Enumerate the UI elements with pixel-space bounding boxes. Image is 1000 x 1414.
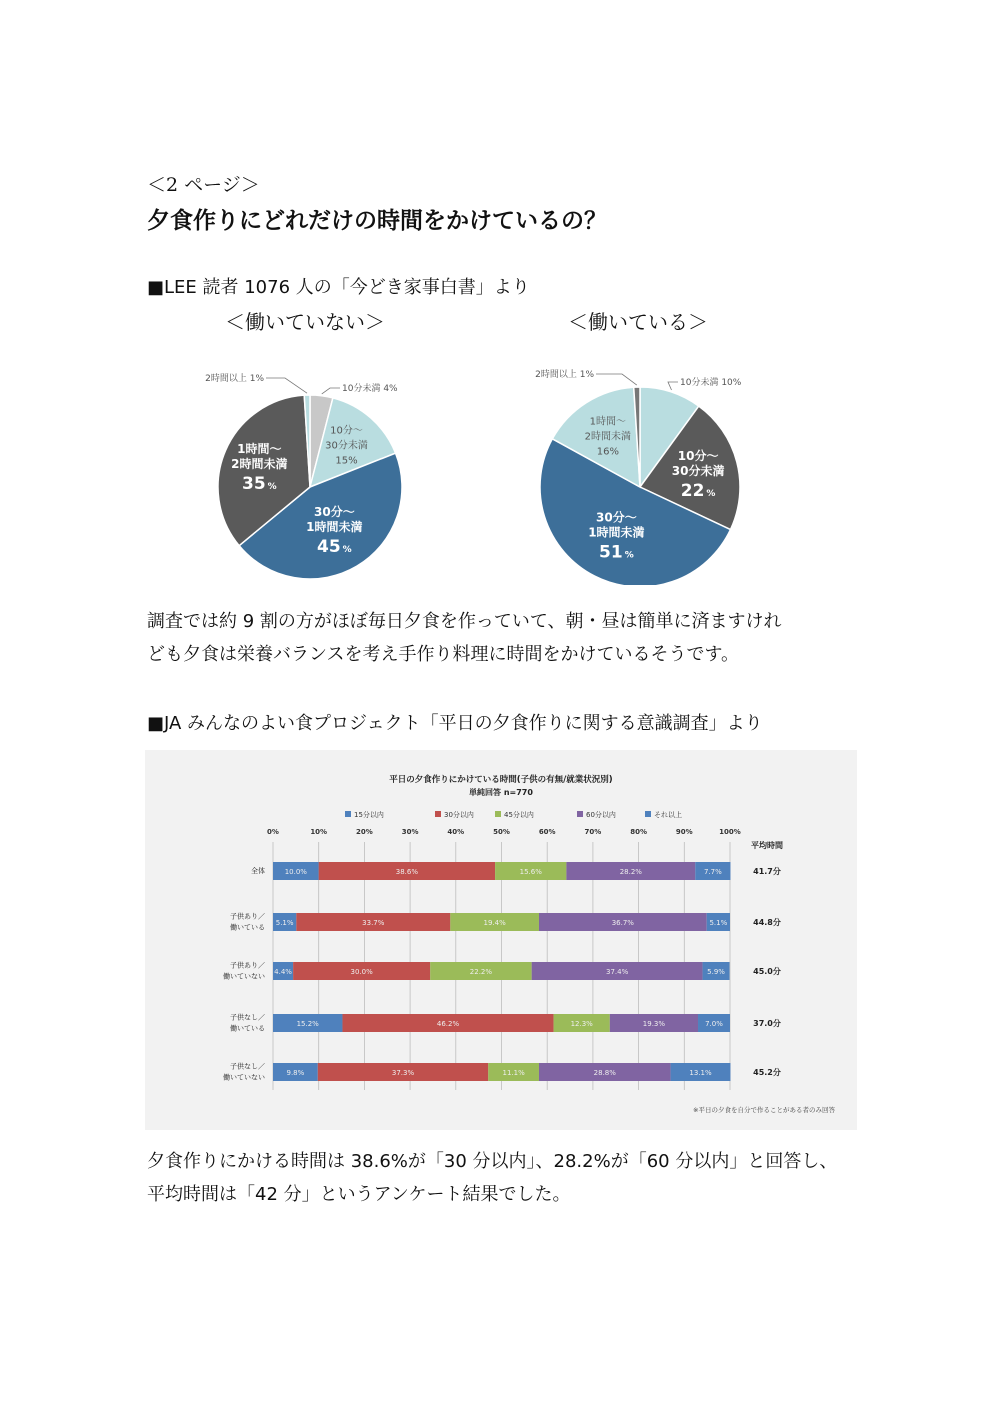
pie2-slice-1-label-0: 10分〜 [677, 449, 719, 464]
pie1-leader-4 [266, 378, 307, 393]
x-tick-8: 80% [630, 828, 647, 836]
bar-chart-title: 平日の夕食作りにかけている時間(子供の有無/就業状況別) [389, 775, 613, 785]
bar-row-2-seg-4-label: 5.9% [707, 968, 725, 976]
pie-chart-not-working [180, 360, 440, 585]
pie2-slice-3-label-0: 1時間〜 [589, 416, 627, 428]
paragraph-1-line-2: ども夕食は栄養バランスを考え手作り料理に時間をかけているそうです。 [147, 644, 740, 665]
bar-chart-subtitle: 単純回答 n=770 [469, 788, 533, 797]
legend-swatch-4 [645, 811, 651, 817]
pie1-slice-4-outside-label: 2時間以上 1% [205, 374, 264, 384]
x-tick-7: 70% [584, 828, 602, 836]
legend-label-0: 15分以内 [354, 811, 384, 819]
bar-row-4-avg: 45.2分 [753, 1068, 781, 1077]
x-tick-1: 10% [310, 828, 328, 836]
bar-row-3-seg-0-label: 15.2% [296, 1020, 319, 1028]
legend-label-2: 45分以内 [504, 811, 534, 819]
bar-row-4-seg-3-label: 28.8% [593, 1069, 616, 1077]
bar-row-3-seg-2-label: 12.3% [570, 1020, 593, 1028]
bar-row-2-seg-1-label: 30.0% [350, 968, 373, 976]
legend-label-1: 30分以内 [444, 811, 474, 819]
bar-row-1-seg-4-label: 5.1% [709, 919, 728, 927]
x-tick-6: 60% [538, 828, 556, 836]
pie1-slice-2-value: 45 % [317, 537, 352, 558]
x-tick-9: 90% [675, 828, 693, 836]
bar-row-2-seg-3-label: 37.4% [605, 968, 629, 976]
paragraph-2-line-2: 平均時間は「42 分」というアンケート結果でした。 [147, 1184, 571, 1205]
x-tick-0: 0% [267, 828, 279, 836]
pie2-slice-1-value: 22 % [680, 481, 716, 502]
legend-label-3: 60分以内 [586, 811, 616, 819]
bar-row-1-avg: 44.8分 [753, 918, 781, 927]
bar-row-2-category-1: 働いていない [223, 972, 265, 981]
x-tick-3: 30% [401, 828, 419, 836]
x-tick-4: 40% [447, 828, 465, 836]
bar-row-1-seg-3-label: 36.7% [611, 919, 634, 927]
bar-chart-panel [145, 750, 857, 1130]
bar-row-4-seg-2-label: 11.1% [502, 1069, 525, 1077]
bar-row-3-seg-4-label: 7.0% [705, 1020, 723, 1028]
bar-row-0-seg-0-label: 10.0% [284, 868, 307, 876]
pie1-slice-3-label-1: 2時間未満 [231, 457, 288, 472]
bar-row-3-category-0: 子供なし／ [230, 1013, 265, 1022]
x-tick-10: 100% [719, 828, 741, 836]
paragraph-2-line-1: 夕食作りにかける時間は 38.6%が「30 分以内」、28.2%が「60 分以内」と回答し、 [147, 1151, 838, 1172]
bar-row-4-seg-1-label: 37.3% [391, 1069, 415, 1077]
section-heading-lee: ■LEE 読者 1076 人の「今どき家事白書」より [147, 277, 530, 298]
bar-row-1-seg-1-label: 33.7% [362, 919, 385, 927]
pie2-slice-1-value-unit: % [706, 489, 716, 500]
pie1-slice-2-value-unit: % [342, 545, 352, 556]
bar-row-1-seg-0-label: 5.1% [275, 919, 294, 927]
legend-swatch-3 [577, 811, 583, 817]
bar-row-0-seg-4-label: 7.7% [703, 868, 722, 876]
pie1-slice-0-outside-label: 10分未満 4% [342, 384, 398, 394]
pie1-slice-2-label-0: 30分〜 [314, 505, 355, 520]
paragraph-1 [147, 605, 867, 671]
bar-row-3-avg: 37.0分 [753, 1019, 781, 1028]
bar-row-0-seg-2-label: 15.6% [519, 868, 542, 876]
pie1-leader-0 [322, 388, 340, 394]
bar-row-0-category-0: 全体 [251, 867, 265, 875]
bar-row-0-avg: 41.7分 [753, 867, 781, 876]
bar-row-2-category-0: 子供あり／ [230, 961, 265, 970]
bar-row-1-category-0: 子供あり／ [230, 912, 265, 921]
bar-row-2-seg-2-label: 22.2% [469, 968, 493, 976]
legend-swatch-0 [345, 811, 351, 817]
page-title: 夕食作りにどれだけの時間をかけているの？ [147, 208, 607, 234]
bar-row-1-seg-2-label: 19.4% [483, 919, 506, 927]
pie2-slice-0-outside-label: 10分未満 10% [680, 378, 742, 388]
bar-row-0-seg-1-label: 38.6% [395, 868, 419, 876]
avg-header: 平均時間 [751, 841, 783, 850]
bar-row-4-seg-4-label: 13.1% [689, 1069, 712, 1077]
bar-row-3-seg-3-label: 19.3% [642, 1020, 666, 1028]
bar-row-4-category-1: 働いていない [223, 1073, 265, 1082]
section-heading-ja: ■JA みんなのよい食プロジェクト「平日の夕食作りに関する意識調査」より [147, 713, 763, 734]
bar-row-3-category-1: 働いている [230, 1024, 265, 1033]
pie2-slice-2-value-unit: % [624, 550, 634, 561]
pie2-slice-4-outside-label: 2時間以上 1% [535, 370, 594, 380]
pie-title-not-working: ＜働いていない＞ [225, 310, 385, 334]
bar-row-3-seg-1-label: 46.2% [436, 1020, 460, 1028]
stacked-bar-chart [145, 750, 857, 1130]
bar-row-4-category-0: 子供なし／ [230, 1062, 265, 1071]
pie1-slice-1-label-2: 15% [335, 455, 358, 467]
pie1-slice-3-value-unit: % [267, 482, 277, 493]
pie-title-working: ＜働いている＞ [568, 310, 708, 334]
pie2-slice-2-label-1: 1時間未満 [588, 525, 645, 540]
pie2-leader-0 [668, 382, 678, 390]
legend-swatch-2 [495, 811, 501, 817]
pie-chart-working [510, 360, 780, 585]
pie2-slice-2-value: 51 % [599, 542, 634, 563]
x-tick-5: 50% [493, 828, 510, 836]
bar-row-0-seg-3-label: 28.2% [619, 868, 642, 876]
x-tick-2: 20% [356, 828, 373, 836]
pie2-leader-4 [596, 374, 637, 385]
pie1-slice-1-label-1: 30分未満 [325, 440, 368, 452]
pie1-slice-3-value: 35 % [241, 474, 277, 495]
bar-row-2-seg-0-label: 4.4% [274, 968, 292, 976]
pie2-slice-3-label-1: 2時間未満 [584, 431, 632, 443]
pie1-slice-3-label-0: 1時間〜 [237, 442, 282, 457]
bar-row-2-avg: 45.0分 [753, 967, 781, 976]
pie2-slice-3-label-2: 16% [596, 446, 619, 458]
paragraph-2 [147, 1145, 867, 1211]
paragraph-1-line-1: 調査では約 9 割の方がほぼ毎日夕食を作っていて、朝・昼は簡単に済ますけれ [147, 611, 782, 632]
bar-row-1-category-1: 働いている [230, 923, 265, 932]
pie2-slice-2-label-0: 30分〜 [596, 510, 637, 525]
bar-row-4-seg-0-label: 9.8% [286, 1069, 305, 1077]
page-label: ＜2 ページ＞ [147, 174, 260, 196]
pie1-slice-2-label-1: 1時間未満 [306, 520, 363, 535]
pie2-slice-1-label-1: 30分未満 [671, 464, 725, 479]
legend-label-4: それ以上 [654, 811, 682, 819]
bar-chart-footnote: ※平日の夕食を自分で作ることがある者のみ回答 [693, 1106, 835, 1114]
legend-swatch-1 [435, 811, 441, 817]
pie1-slice-1-label-0: 10分〜 [330, 425, 363, 437]
